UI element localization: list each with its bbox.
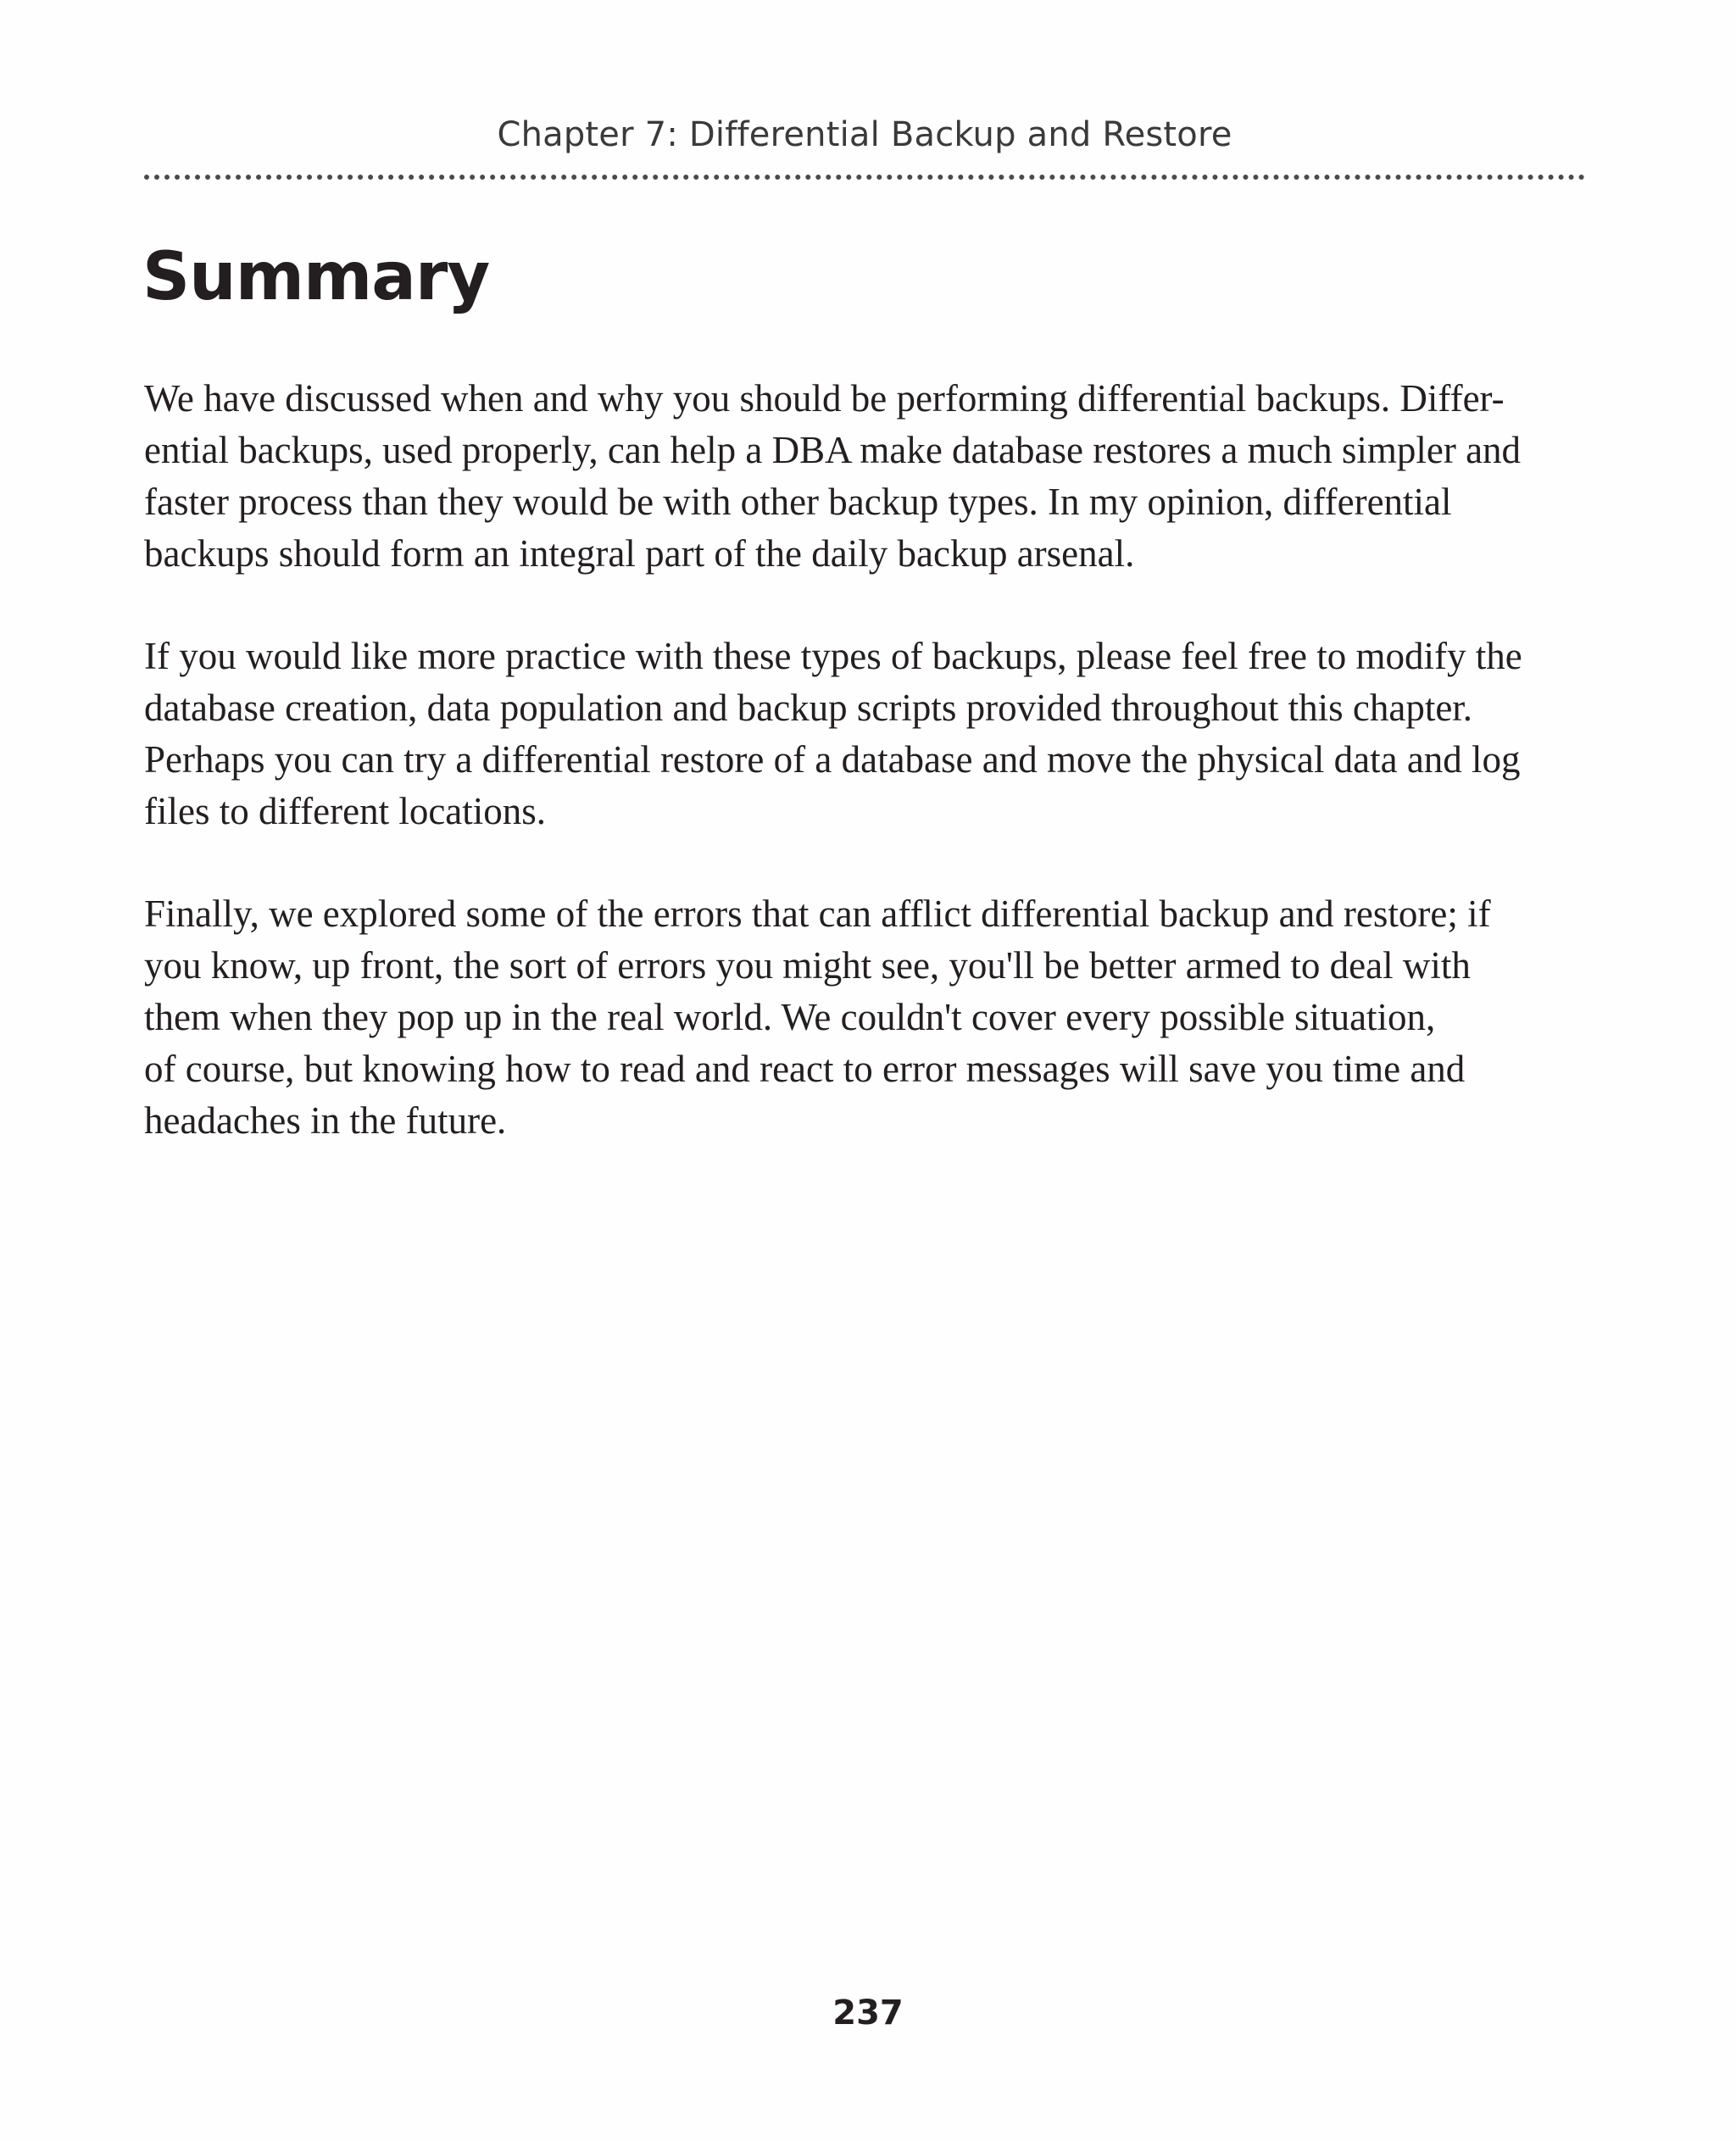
text-line: ential backups, used properly, can help a DBA make database restores a much simpler and: [144, 429, 1522, 471]
body-text: [144, 373, 1594, 1198]
text-line: of course, but knowing how to read and react to error messages will save you time and: [144, 1048, 1466, 1090]
page-number: 237: [832, 1994, 904, 2033]
header-dotted-rule: [144, 175, 1585, 180]
text-line: Finally, we explored some of the errors that can afflict differential backup and restore; if: [144, 893, 1491, 935]
text-line: them when they pop up in the real world. We couldn't cover every possible situation,: [144, 996, 1436, 1038]
text-line: headaches in the future.: [144, 1099, 507, 1142]
text-line: If you would like more practice with these types of backups, please feel free to modify the: [144, 635, 1522, 677]
paragraph-2: [144, 631, 1594, 837]
paragraph-3: [144, 888, 1594, 1147]
running-header: Chapter 7: Differential Backup and Restore: [497, 115, 1232, 154]
text-line: database creation, data population and backup scripts provided throughout this chapter.: [144, 687, 1473, 729]
text-line: files to different locations.: [144, 790, 547, 832]
text-line: faster process than they would be with other backup types. In my opinion, differential: [144, 481, 1452, 523]
text-line: backups should form an integral part of the daily backup arsenal.: [144, 532, 1135, 575]
text-line: Perhaps you can try a differential restore of a database and move the physical data and log: [144, 738, 1521, 781]
paragraph-1: [144, 373, 1594, 580]
text-line: We have discussed when and why you should be performing differential backups. Differ-: [144, 377, 1505, 420]
section-title: Summary: [142, 239, 490, 315]
text-line: you know, up front, the sort of errors you might see, you'll be better armed to deal with: [144, 944, 1471, 987]
